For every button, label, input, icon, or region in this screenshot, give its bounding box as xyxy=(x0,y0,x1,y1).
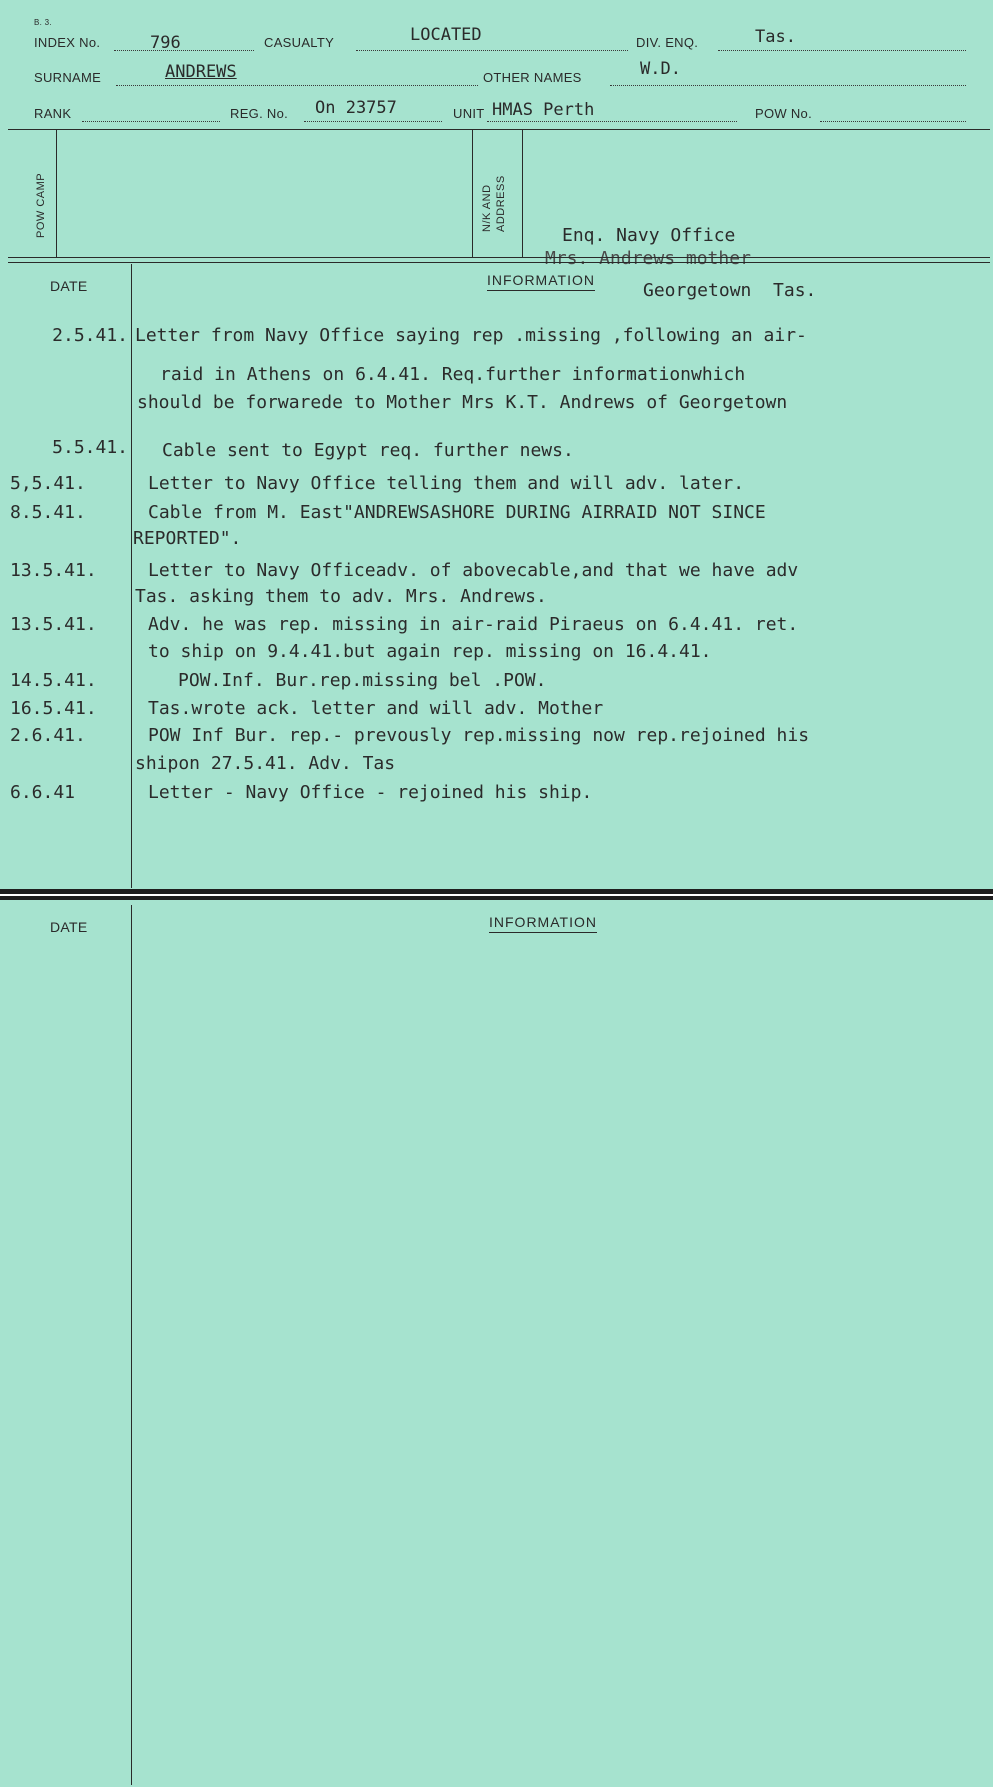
reg-no-label: REG. No. xyxy=(230,106,289,121)
casualty-card-front xyxy=(0,0,993,890)
entry-line: Letter to Navy Officeadv. of abovecable,and that we have adv xyxy=(148,560,799,581)
entry-date: 13.5.41. xyxy=(10,614,97,635)
unit-label: UNIT xyxy=(453,106,485,121)
reg-no-value: On 23757 xyxy=(315,98,397,118)
date-header: DATE xyxy=(50,919,88,935)
date-header: DATE xyxy=(50,278,88,294)
pow-no-label: POW No. xyxy=(755,106,812,121)
div-enq-label: DIV. ENQ. xyxy=(636,35,699,50)
entry-line: Letter - Navy Office - rejoined his ship. xyxy=(148,782,593,803)
form-code: B. 3. xyxy=(34,18,52,27)
entry-date: 2.6.41. xyxy=(10,725,86,746)
surname-value: ANDREWS xyxy=(165,62,237,82)
surname-label: SURNAME xyxy=(34,70,102,85)
div-enq-dots xyxy=(718,50,966,51)
entry-line: raid in Athens on 6.4.41. Req.further informationwhich xyxy=(160,364,746,385)
other-names-value: W.D. xyxy=(640,59,681,79)
camp-divider-mid xyxy=(472,130,473,257)
entry-line: to ship on 9.4.41.but again rep. missing on 16.4.41. xyxy=(148,641,712,662)
address-line-3: Georgetown Tas. xyxy=(643,280,817,301)
other-names-dots xyxy=(610,85,966,86)
rank-dots xyxy=(82,121,220,122)
casualty-card-back xyxy=(0,900,993,1787)
reg-no-dots xyxy=(304,121,442,122)
entry-line: shipon 27.5.41. Adv. Tas xyxy=(135,753,396,774)
address-line-1: Enq. Navy Office xyxy=(562,225,736,246)
double-rule-top xyxy=(8,257,990,258)
other-names-label: OTHER NAMES xyxy=(483,70,582,85)
rank-label: RANK xyxy=(34,106,72,121)
entry-line: Letter from Navy Office saying rep .missing ,following an air- xyxy=(135,325,807,346)
entry-line: REPORTED". xyxy=(133,528,242,549)
unit-value: HMAS Perth xyxy=(492,100,595,120)
casualty-dots xyxy=(356,50,628,51)
entry-line: Adv. he was rep. missing in air-raid Piraeus on 6.4.41. ret. xyxy=(148,614,799,635)
entry-line: Letter to Navy Office telling them and will adv. later. xyxy=(148,473,745,494)
information-header: INFORMATION xyxy=(487,272,595,291)
index-dots xyxy=(114,50,254,51)
surname-dots xyxy=(116,85,478,86)
entry-line: Tas.wrote ack. letter and will adv. Mother xyxy=(148,698,604,719)
casualty-label: CASUALTY xyxy=(264,35,335,50)
entry-date: 5.5.41. xyxy=(52,437,128,458)
entry-line: Cable sent to Egypt req. further news. xyxy=(162,440,574,461)
entry-date: 16.5.41. xyxy=(10,698,97,719)
nk-label-2: ADDRESS xyxy=(495,175,507,232)
date-column-divider xyxy=(131,905,132,1785)
information-header: INFORMATION xyxy=(489,914,597,933)
double-rule-bottom xyxy=(8,262,990,263)
entry-date: 13.5.41. xyxy=(10,560,97,581)
entry-date: 14.5.41. xyxy=(10,670,97,691)
address-line-2: Mrs. Andrews mother xyxy=(545,248,751,269)
nk-label-1: N/K AND xyxy=(481,184,493,232)
camp-divider-left xyxy=(56,130,57,257)
camp-divider-right xyxy=(522,130,523,257)
unit-dots xyxy=(487,121,737,122)
entry-line: Tas. asking them to adv. Mrs. Andrews. xyxy=(135,586,547,607)
entry-date: 5,5.41. xyxy=(10,473,86,494)
entry-line: Cable from M. East"ANDREWSASHORE DURING AIRRAID NOT SINCE xyxy=(148,502,766,523)
pow-no-dots xyxy=(820,121,966,122)
index-value: 796 xyxy=(150,33,181,53)
header-divider xyxy=(8,129,990,130)
entry-line: POW.Inf. Bur.rep.missing bel .POW. xyxy=(178,670,547,691)
casualty-value: LOCATED xyxy=(410,25,482,45)
entry-date: 2.5.41. xyxy=(52,325,128,346)
card-separator-top xyxy=(0,889,993,894)
entry-date: 8.5.41. xyxy=(10,502,86,523)
entry-line: should be forwarede to Mother Mrs K.T. Andrews of Georgetown xyxy=(137,392,788,413)
pow-camp-label: POW CAMP xyxy=(35,172,47,238)
entry-line: POW Inf Bur. rep.- prevously rep.missing now rep.rejoined his xyxy=(148,725,810,746)
div-enq-value: Tas. xyxy=(755,27,796,47)
index-label: INDEX No. xyxy=(34,35,101,50)
entry-date: 6.6.41 xyxy=(10,782,76,803)
